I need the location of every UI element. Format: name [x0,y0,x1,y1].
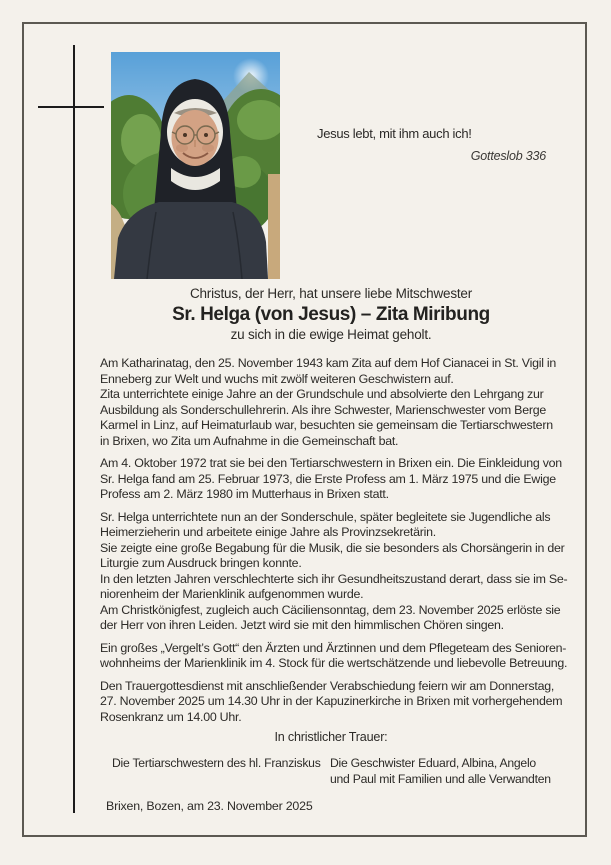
cheek-left [176,144,188,152]
text-line: wohnheims der Marienklinik im 4. Stock für die wertschätzende und liebevolle Betreuung. [100,656,568,670]
portrait-photo [111,52,280,279]
announcement-intro: Christus, der Herr, hat unsere liebe Mitschwester [189,286,473,301]
text-line: und Paul mit Familien und alle Verwandten [330,771,551,786]
announcement [100,286,562,342]
memorial-cross-bar-icon [38,106,104,108]
body-block-service [100,510,575,634]
header-quote: Jesus lebt, mit ihm auch ich! [317,126,472,141]
text-line: Sie zeigte eine große Begabung für die Musik, die sie besonders als Chorsängerin in der [100,540,565,555]
portrait-illustration [111,52,280,279]
place-date-line: Brixen, Bozen, am 23. November 2025 [106,799,313,813]
text-line: Ein großes „Vergelt’s Gott“ den Ärzten und Ärztinnen und dem Pflegeteam des Senioren- [100,640,567,655]
text-line: Ausbildung als Sonderschullehrerin. Als ihre Schwester, Marienschwester vom Berge [100,402,547,417]
body-block-funeral [100,679,575,726]
path-sliver [268,174,280,279]
nun-habit [114,202,268,279]
text-line: niorenheim der Marienklinik aufgenommen wurde. [100,587,364,601]
text-line: Heimerzieherin und arbeitete einige Jahre als Provinzsekretärin. [100,525,436,539]
text-line: Enneberg zur Welt und wuchs mit zwölf weiteren Geschwistern auf. [100,371,454,386]
text-line: Sr. Helga fand am 25. Februar 1973, die Erste Profess am 1. März 1975 und die Ewige [100,471,556,486]
mourning-salutation: In christlicher Trauer: [274,730,388,744]
eye-right [204,133,208,137]
text-line: Am Christkönigfest, zugleich auch Cäciliensonntag, dem 23. November 2025 erlöste sie [100,602,561,617]
announcement-outro: zu sich in die ewige Heimat geholt. [230,327,432,342]
text-line: Sr. Helga unterrichtete nun an der Sonderschule, später begleitete sie Jugendliche als [100,509,551,524]
text-line: Liturgie zum Ausdruck bringen konnte. [100,556,302,570]
mourners-left: Die Tertiarschwestern des hl. Franziskus [112,756,321,770]
text-line: Zita unterrichtete einige Jahre an der Grundschule und absolvierte den Lehrgang zur [100,387,544,401]
text-line: Die Geschwister Eduard, Albina, Angelo [330,756,536,770]
memorial-cross-icon [73,45,75,813]
text-line: Am Katharinatag, den 25. November 1943 kam Zita auf dem Hof Cianacei in St. Vigil in [100,356,557,370]
mourners-right [330,756,551,787]
text-line: Am 4. Oktober 1972 trat sie bei den Tertiarschwestern in Brixen ein. Die Einkleidung von [100,456,562,470]
body-block-thanks [100,641,575,672]
text-line: Profess am 2. März 1980 im Mutterhaus in Brixen statt. [100,487,389,501]
text-line: Rosenkranz um 14.00 Uhr. [100,709,242,724]
hymn-reference: Gotteslob 336 [470,149,546,163]
body-block-entry [100,456,575,503]
deceased-name: Sr. Helga (von Jesus) – Zita Miribung [172,304,490,325]
text-line: 27. November 2025 um 14.30 Uhr in der Kapuzinerkirche in Brixen mit vorhergehendem [100,694,563,708]
obituary-body [100,356,575,725]
cheek-right [202,144,214,152]
text-line: der Herr von ihren Leiden. Jetzt wird sie mit den himmlischen Chören singen. [100,618,504,632]
eye-left [183,133,187,137]
body-block-birth [100,356,575,449]
text-line: Karmel in Linz, auf Heimaturlaub war, besuchten sie gemeinsam die Tertiarschwestern [100,418,553,432]
text-line: In den letzten Jahren verschlechterte sich ihr Gesundheitszustand derart, dass sie im Se- [100,571,568,586]
text-line: in Brixen, wo Zita um Aufnahme in die Gemeinschaft bat. [100,433,399,448]
text-line: Den Trauergottesdienst mit anschließender Verabschiedung feiern wir am Donnerstag, [100,678,555,693]
